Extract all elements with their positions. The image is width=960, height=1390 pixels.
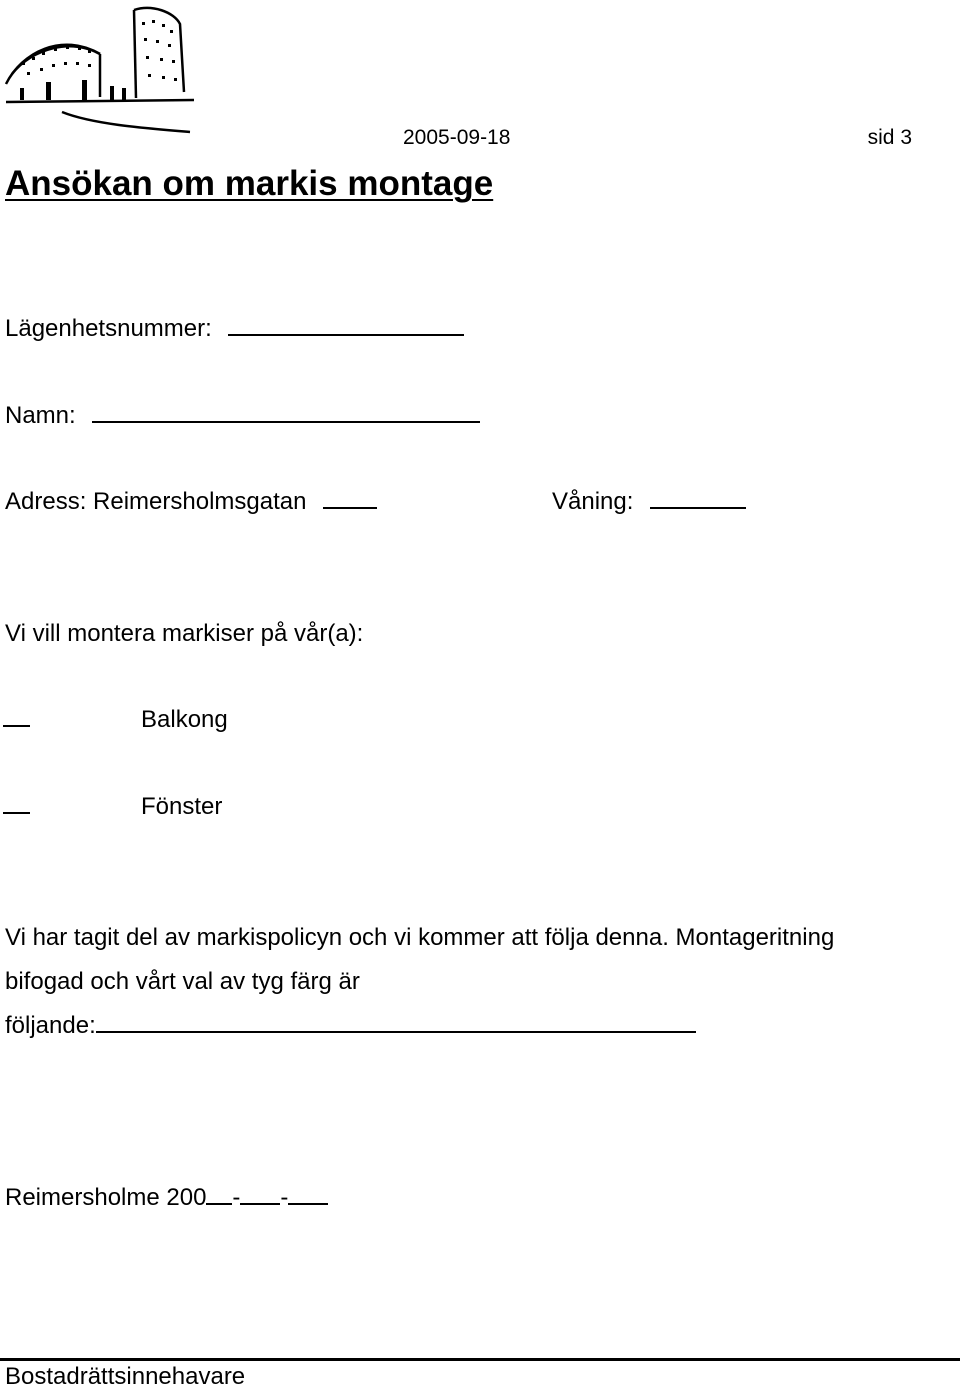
window-checkbox[interactable] <box>3 795 30 819</box>
place-date-row <box>5 1186 328 1210</box>
year-field[interactable] <box>206 1202 232 1205</box>
logo-building-sketch <box>2 2 197 137</box>
page-number: sid 3 <box>867 126 912 149</box>
awning-intro-text: Vi vill montera markiser på vår(a): <box>5 620 364 647</box>
balcony-checkbox[interactable] <box>3 708 30 732</box>
floor-field[interactable] <box>650 506 746 509</box>
document-title: Ansökan om markis montage <box>5 164 494 203</box>
floor-label: Våning: <box>552 488 634 515</box>
address-label: Adress: Reimersholmsgatan <box>5 488 307 515</box>
policy-text-line-1: Vi har tagit del av markispolicyn och vi kommer att följa denna. Montageritning <box>5 924 835 951</box>
date-separator: - <box>232 1184 241 1211</box>
name-field[interactable] <box>92 420 480 423</box>
apartment-number-label: Lägenhetsnummer: <box>5 315 212 342</box>
signature-line[interactable] <box>0 1358 960 1361</box>
balcony-option-label: Balkong <box>141 706 228 733</box>
floor-row <box>552 490 746 514</box>
fabric-color-field[interactable] <box>96 1030 696 1033</box>
month-field[interactable] <box>240 1202 280 1205</box>
apartment-number-field[interactable] <box>228 333 464 336</box>
document-date: 2005-09-18 <box>403 126 511 149</box>
window-option-label: Fönster <box>141 793 223 820</box>
place-label: Reimersholme 200 <box>5 1184 207 1211</box>
day-field[interactable] <box>288 1202 328 1205</box>
apartment-number-row <box>5 317 464 341</box>
fabric-color-label: följande: <box>5 1012 96 1039</box>
name-label: Namn: <box>5 402 76 429</box>
address-row <box>5 490 377 514</box>
fabric-color-row <box>5 1014 696 1038</box>
policy-text-line-2: bifogad och vårt val av tyg färg är <box>5 968 360 995</box>
signature-label: Bostadrättsinnehavare <box>5 1363 246 1390</box>
date-separator: - <box>280 1184 289 1211</box>
street-number-field[interactable] <box>323 506 377 509</box>
name-row <box>5 404 480 428</box>
